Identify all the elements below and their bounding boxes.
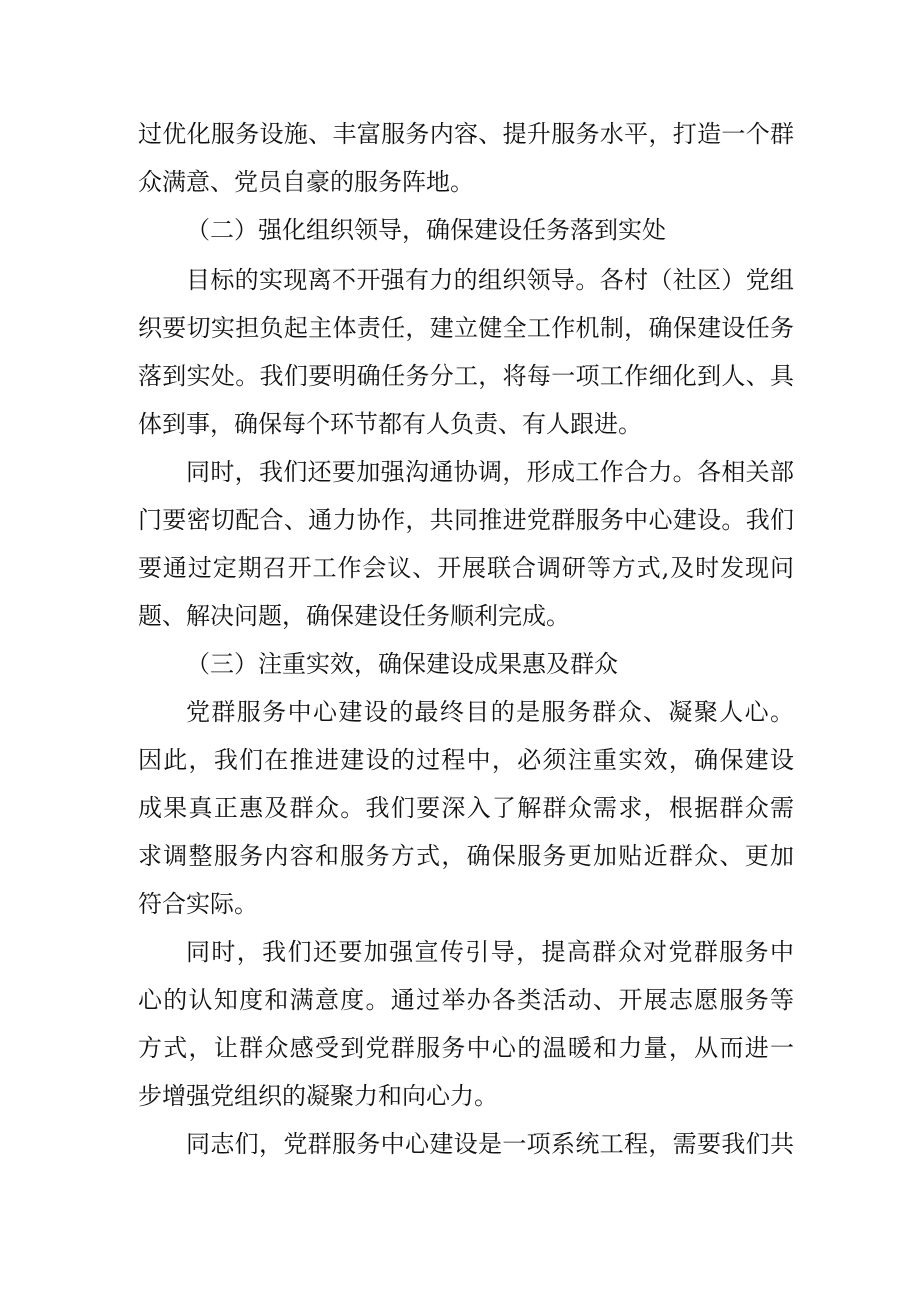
- section-heading-2: （二）强化组织领导，确保建设任务落到实处: [186, 216, 666, 244]
- text-line-19: 心的认知度和满意度。通过举办各类活动、开展志愿服务等: [138, 986, 794, 1014]
- text-line-7: 体到事，确保每个环节都有人负责、有人跟进。: [138, 410, 642, 438]
- section-heading-3: （三）注重实效，确保建设成果惠及群众: [186, 650, 618, 678]
- text-line-5: 织要切实担负起主体责任，建立健全工作机制，确保建设任务: [138, 314, 794, 342]
- text-line-14: 因此，我们在推进建设的过程中，必须注重实效，确保建设: [138, 746, 794, 774]
- text-line-11: 题、解决问题，确保建设任务顺利完成。: [138, 602, 570, 630]
- text-line-16: 求调整服务内容和服务方式，确保服务更加贴近群众、更加: [138, 842, 794, 870]
- text-line-20: 方式，让群众感受到党群服务中心的温暖和力量，从而进一: [138, 1034, 794, 1062]
- text-line-9: 门要密切配合、通力协作，共同推进党群服务中心建设。我们: [138, 506, 794, 534]
- text-line-8: 同时，我们还要加强沟通协调，形成工作合力。各相关部: [186, 458, 794, 486]
- text-line-21: 步增强党组织的凝聚力和向心力。: [138, 1082, 498, 1110]
- text-line-22: 同志们，党群服务中心建设是一项系统工程，需要我们共: [186, 1130, 794, 1158]
- text-line-18: 同时，我们还要加强宣传引导，提高群众对党群服务中: [186, 938, 794, 966]
- text-line-15: 成果真正惠及群众。我们要深入了解群众需求，根据群众需: [138, 794, 794, 822]
- text-line-13: 党群服务中心建设的最终目的是服务群众、凝聚人心。: [186, 698, 794, 726]
- text-line-17: 符合实际。: [138, 890, 258, 918]
- text-line-4: 目标的实现离不开强有力的组织领导。各村（社区）党组: [186, 266, 794, 294]
- text-line-10: 要通过定期召开工作会议、开展联合调研等方式,及时发现问: [138, 554, 794, 582]
- text-line-6: 落到实处。我们要明确任务分工，将每一项工作细化到人、具: [138, 362, 794, 390]
- text-line-1: 过优化服务设施、丰富服务内容、提升服务水平，打造一个群: [138, 120, 794, 148]
- text-line-2: 众满意、党员自豪的服务阵地。: [138, 168, 474, 196]
